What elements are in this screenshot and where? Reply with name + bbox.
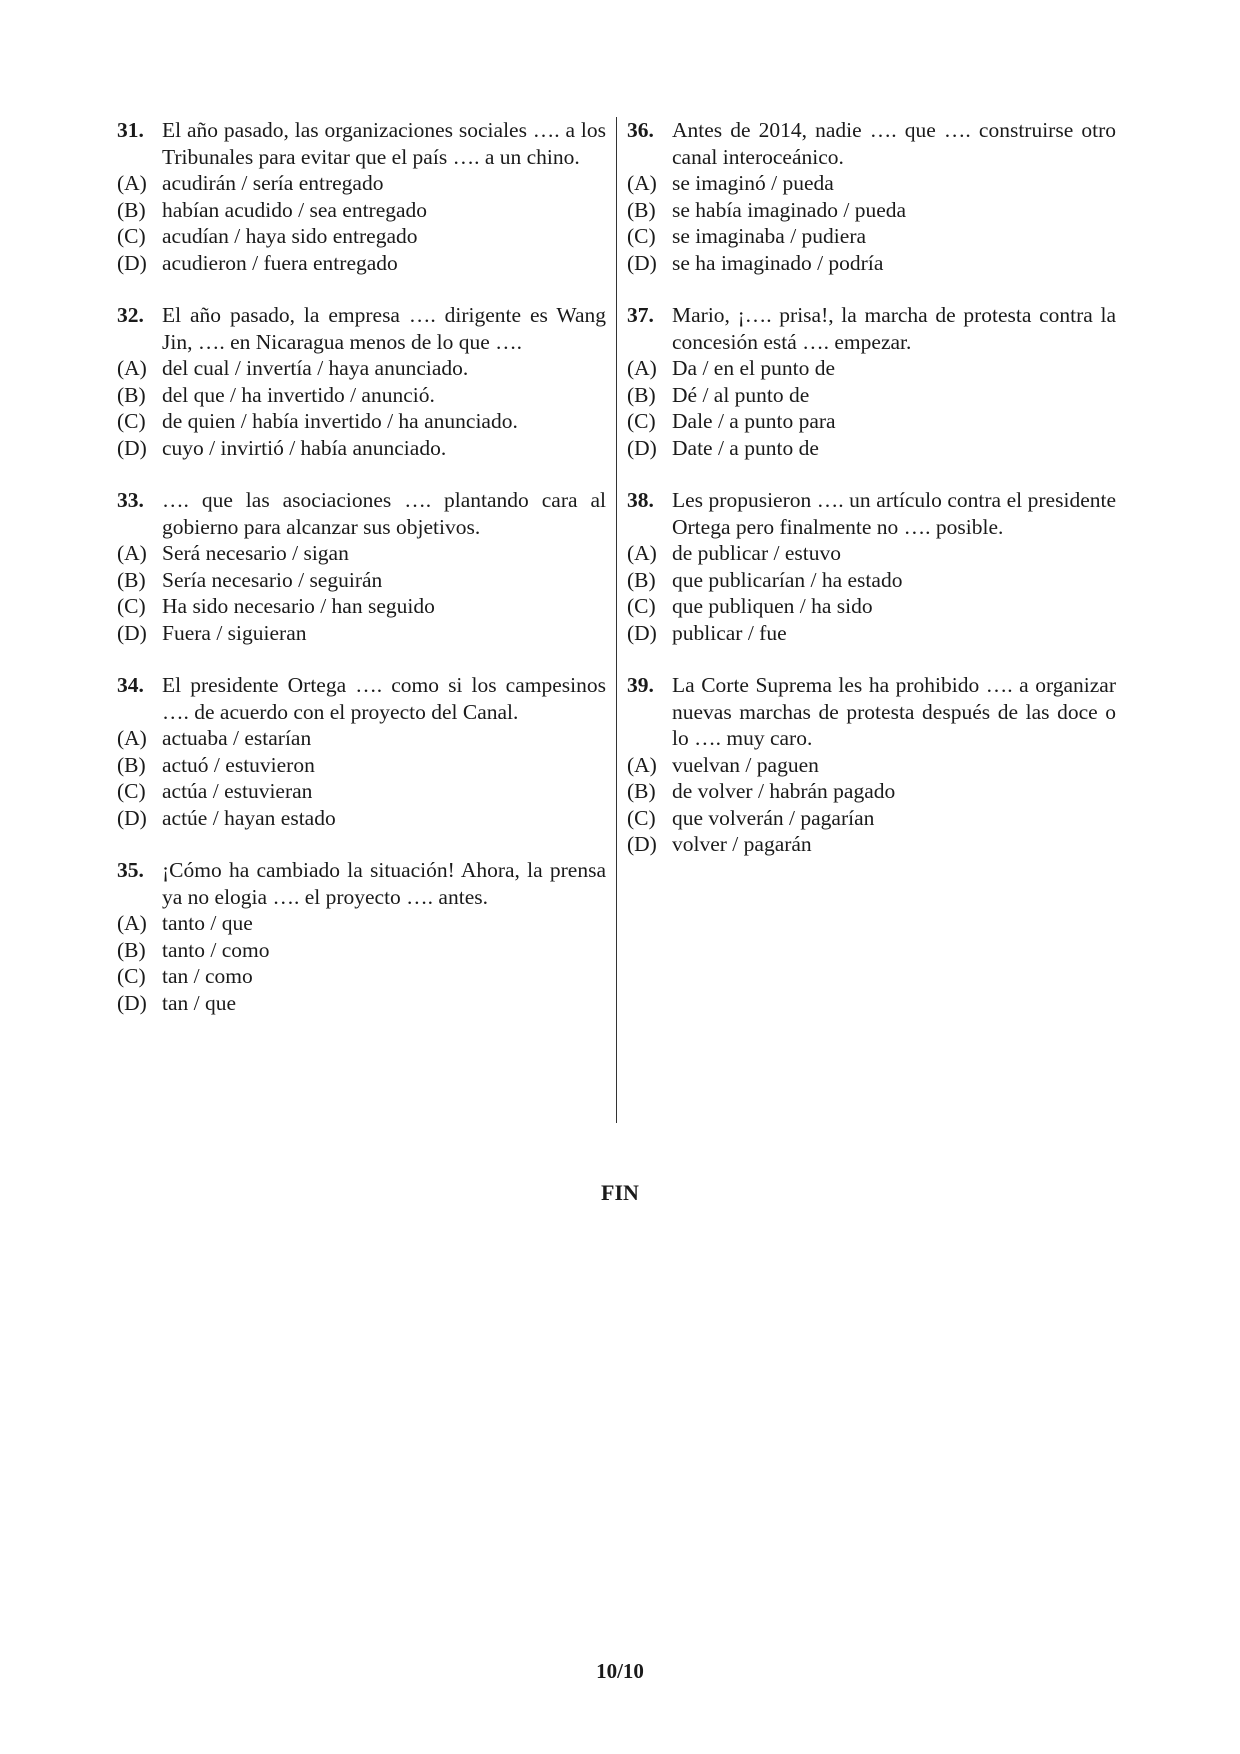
- option-text: de publicar / estuvo: [672, 541, 841, 565]
- option-text: Sería necesario / seguirán: [162, 567, 383, 592]
- right-question-column: [627, 117, 1116, 884]
- question-text: Antes de 2014, nadie …. que …. construirse otro canal interoceánico.: [672, 118, 1116, 169]
- option-text: actúe / hayan estado: [162, 805, 336, 830]
- answer-option: [627, 620, 1116, 647]
- answer-option: [117, 435, 606, 462]
- option-text: habían acudido / sea entregado: [162, 197, 428, 222]
- option-letter: (C): [117, 779, 146, 803]
- answer-option: [117, 382, 606, 409]
- answer-option: [117, 250, 606, 277]
- answer-option: [117, 540, 606, 567]
- answer-option: [117, 725, 606, 752]
- option-letter: (D): [627, 435, 657, 460]
- answer-option: [627, 831, 1116, 858]
- question-stem: [627, 672, 1116, 752]
- option-text: se había imaginado / pueda: [672, 197, 907, 222]
- option-letter: (B): [627, 779, 656, 803]
- option-text: tanto / como: [162, 937, 270, 962]
- option-text: tanto / que: [162, 911, 253, 935]
- option-letter: (B): [627, 382, 656, 407]
- option-text: vuelvan / paguen: [672, 752, 819, 777]
- option-text: que publicarían / ha estado: [672, 567, 903, 592]
- option-text: Dale / a punto para: [672, 409, 836, 433]
- option-text: actuaba / estarían: [162, 726, 312, 750]
- question-37: [627, 302, 1116, 461]
- option-letter: (B): [117, 197, 146, 222]
- option-text: Ha sido necesario / han seguido: [162, 594, 435, 618]
- option-letter: (D): [117, 435, 147, 460]
- answer-option: [117, 937, 606, 964]
- question-stem: [117, 117, 606, 170]
- option-text: del que / ha invertido / anunció.: [162, 382, 435, 407]
- option-text: de quien / había invertido / ha anunciado.: [162, 409, 518, 433]
- option-letter: (C): [627, 224, 656, 248]
- option-letter: (A): [627, 171, 657, 195]
- option-letter: (A): [627, 356, 657, 380]
- option-letter: (C): [117, 594, 146, 618]
- option-letter: (C): [627, 409, 656, 433]
- option-text: que publiquen / ha sido: [672, 594, 873, 618]
- question-text: La Corte Suprema les ha prohibido …. a organizar nuevas marchas de protesta después de las doce o lo …. muy caro.: [672, 673, 1116, 750]
- answer-option: [627, 540, 1116, 567]
- option-text: tan / como: [162, 964, 253, 988]
- question-number: 33.: [117, 488, 144, 512]
- option-text: se imaginaba / pudiera: [672, 224, 867, 248]
- question-number: 39.: [627, 673, 654, 697]
- question-number: 37.: [627, 303, 654, 327]
- answer-option: [627, 805, 1116, 832]
- answer-option: [627, 382, 1116, 409]
- option-text: que volverán / pagarían: [672, 805, 875, 830]
- answer-option: [627, 778, 1116, 805]
- question-stem: [117, 302, 606, 355]
- question-number: 36.: [627, 118, 654, 142]
- question-text: El presidente Ortega …. como si los campesinos …. de acuerdo con el proyecto del Canal.: [162, 673, 606, 724]
- answer-option: [117, 223, 606, 250]
- option-letter: (D): [117, 990, 147, 1015]
- answer-option: [117, 990, 606, 1017]
- answer-option: [117, 910, 606, 937]
- answer-option: [117, 593, 606, 620]
- question-number: 31.: [117, 118, 144, 142]
- option-text: publicar / fue: [672, 620, 787, 645]
- question-stem: [117, 487, 606, 540]
- option-letter: (C): [627, 594, 656, 618]
- question-number: 32.: [117, 303, 144, 327]
- option-letter: (C): [627, 805, 656, 830]
- question-stem: [117, 857, 606, 910]
- option-text: se ha imaginado / podría: [672, 250, 884, 275]
- answer-option: [627, 355, 1116, 382]
- answer-option: [627, 170, 1116, 197]
- option-text: Dé / al punto de: [672, 382, 810, 407]
- option-letter: (C): [117, 964, 146, 988]
- question-number: 34.: [117, 673, 144, 697]
- question-stem: [627, 117, 1116, 170]
- question-34: [117, 672, 606, 831]
- option-letter: (A): [117, 356, 147, 380]
- answer-option: [117, 170, 606, 197]
- question-stem: [627, 487, 1116, 540]
- option-text: acudían / haya sido entregado: [162, 224, 418, 248]
- option-text: actuó / estuvieron: [162, 752, 315, 777]
- option-letter: (B): [117, 382, 146, 407]
- option-letter: (B): [117, 567, 146, 592]
- option-letter: (D): [117, 620, 147, 645]
- question-stem: [627, 302, 1116, 355]
- answer-option: [117, 778, 606, 805]
- end-label: FIN: [601, 1180, 639, 1205]
- question-number: 38.: [627, 488, 654, 512]
- option-text: acudieron / fuera entregado: [162, 250, 398, 275]
- answer-option: [627, 567, 1116, 594]
- option-text: se imaginó / pueda: [672, 171, 834, 195]
- option-letter: (A): [627, 541, 657, 565]
- question-35: [117, 857, 606, 1016]
- option-text: Fuera / siguieran: [162, 620, 307, 645]
- question-text: Les propusieron …. un artículo contra el presidente Ortega pero finalmente no …. posible.: [672, 488, 1116, 539]
- answer-option: [117, 752, 606, 779]
- left-question-column: [117, 117, 606, 1042]
- answer-option: [117, 620, 606, 647]
- question-text: Mario, ¡…. prisa!, la marcha de protesta contra la concesión está …. empezar.: [672, 303, 1116, 354]
- option-letter: (D): [627, 620, 657, 645]
- option-text: Date / a punto de: [672, 435, 819, 460]
- option-letter: (A): [117, 911, 147, 935]
- question-stem: [117, 672, 606, 725]
- option-letter: (C): [117, 409, 146, 433]
- option-letter: (A): [117, 726, 147, 750]
- answer-option: [627, 223, 1116, 250]
- option-text: del cual / invertía / haya anunciado.: [162, 356, 469, 380]
- question-39: [627, 672, 1116, 858]
- option-letter: (D): [627, 832, 657, 856]
- answer-option: [117, 805, 606, 832]
- question-number: 35.: [117, 858, 144, 882]
- option-letter: (D): [117, 250, 147, 275]
- option-letter: (D): [117, 805, 147, 830]
- option-text: cuyo / invirtió / había anunciado.: [162, 435, 447, 460]
- answer-option: [117, 197, 606, 224]
- answer-option: [117, 408, 606, 435]
- option-letter: (B): [117, 937, 146, 962]
- question-32: [117, 302, 606, 461]
- option-text: acudirán / sería entregado: [162, 171, 384, 195]
- answer-option: [627, 197, 1116, 224]
- option-text: tan / que: [162, 990, 237, 1015]
- question-31: [117, 117, 606, 276]
- option-letter: (A): [117, 171, 147, 195]
- answer-option: [627, 593, 1116, 620]
- question-38: [627, 487, 1116, 646]
- option-letter: (B): [627, 197, 656, 222]
- answer-option: [117, 567, 606, 594]
- question-36: [627, 117, 1116, 276]
- answer-option: [627, 250, 1116, 277]
- option-letter: (D): [627, 250, 657, 275]
- option-letter: (B): [117, 752, 146, 777]
- answer-option: [117, 963, 606, 990]
- question-text: …. que las asociaciones …. plantando cara al gobierno para alcanzar sus objetivos.: [162, 488, 606, 539]
- option-text: Da / en el punto de: [672, 356, 835, 380]
- answer-option: [117, 355, 606, 382]
- option-letter: (A): [117, 541, 147, 565]
- option-text: volver / pagarán: [672, 832, 812, 856]
- question-text: ¡Cómo ha cambiado la situación! Ahora, la prensa ya no elogia …. el proyecto …. antes.: [162, 858, 606, 909]
- question-33: [117, 487, 606, 646]
- column-divider: [616, 117, 617, 1123]
- option-letter: (A): [627, 752, 657, 777]
- page-number: 10/10: [596, 1659, 644, 1683]
- option-text: Será necesario / sigan: [162, 541, 349, 565]
- option-letter: (C): [117, 224, 146, 248]
- answer-option: [627, 408, 1116, 435]
- option-text: de volver / habrán pagado: [672, 779, 896, 803]
- answer-option: [627, 752, 1116, 779]
- option-letter: (B): [627, 567, 656, 592]
- answer-option: [627, 435, 1116, 462]
- option-text: actúa / estuvieran: [162, 779, 313, 803]
- question-text: El año pasado, la empresa …. dirigente es Wang Jin, …. en Nicaragua menos de lo que ….: [162, 303, 606, 354]
- question-text: El año pasado, las organizaciones sociales …. a los Tribunales para evitar que el país …. a un chino.: [162, 118, 606, 169]
